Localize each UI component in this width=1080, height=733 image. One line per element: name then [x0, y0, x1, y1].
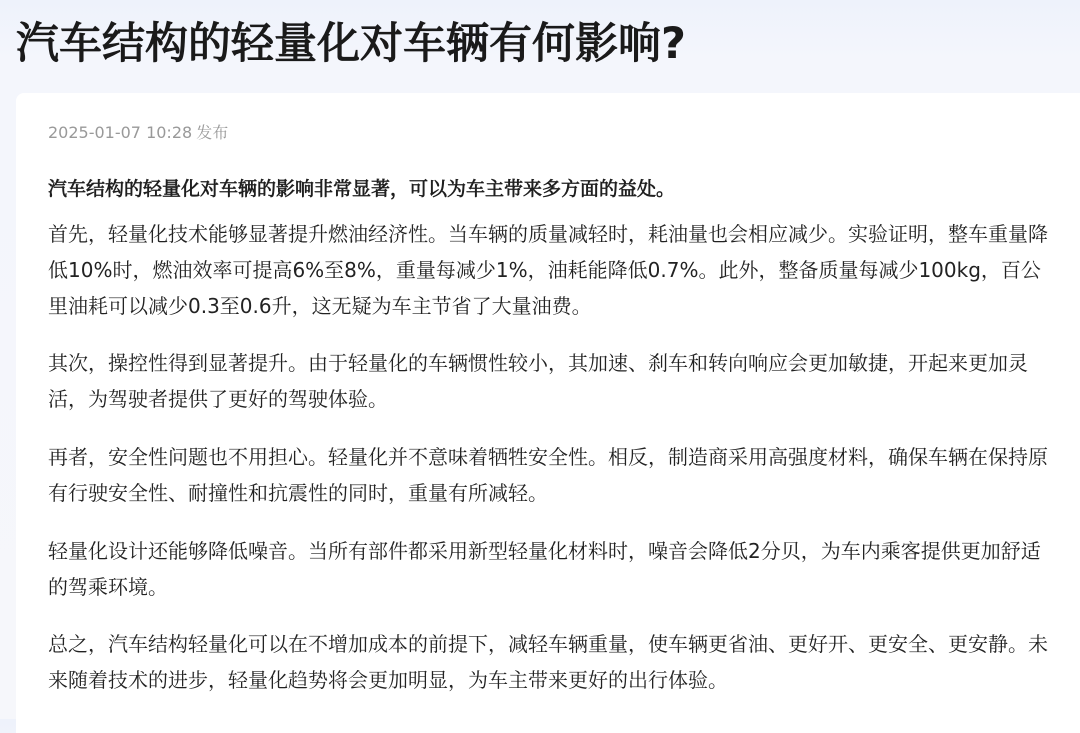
paragraph-fuel-economy: 首先，轻量化技术能够显著提升燃油经济性。当车辆的质量减轻时，耗油量也会相应减少。实验证明，整车重量降低10%时，燃油效率可提高6%至8%，重量每减少1%，油耗能降低0.7%。此外，整备质量每减少100kg，百公里油耗可以减少0.3至0.6升，这无疑为车主节省了大量油费。 — [48, 222, 1048, 318]
publish-time: 2025-01-07 10:28 — [48, 123, 193, 142]
lead-paragraph: 汽车结构的轻量化对车辆的影响非常显著，可以为车主带来多方面的益处。 — [48, 178, 676, 200]
publish-label: 发布 — [196, 123, 229, 142]
paragraph-handling: 其次，操控性得到显著提升。由于轻量化的车辆惯性较小，其加速、刹车和转向响应会更加敏捷，开起来更加灵活，为驾驶者提供了更好的驾驶体验。 — [48, 351, 1028, 411]
paragraph-conclusion: 总之，汽车结构轻量化可以在不增加成本的前提下，减轻车辆重量，使车辆更省油、更好开、更安全、更安静。未来随着技术的进步，轻量化趋势将会更加明显，为车主带来更好的出行体验。 — [48, 632, 1048, 692]
page-title: 汽车结构的轻量化对车辆有何影响? — [16, 19, 686, 69]
article-card — [16, 93, 1080, 733]
paragraph-noise: 轻量化设计还能够降低噪音。当所有部件都采用新型轻量化材料时，噪音会降低2分贝，为车内乘客提供更加舒适的驾乘环境。 — [48, 539, 1041, 599]
publish-meta — [48, 121, 228, 145]
paragraph-safety: 再者，安全性问题也不用担心。轻量化并不意味着牺牲安全性。相反，制造商采用高强度材料，确保车辆在保持原有行驶安全性、耐撞性和抗震性的同时，重量有所减轻。 — [48, 445, 1048, 505]
